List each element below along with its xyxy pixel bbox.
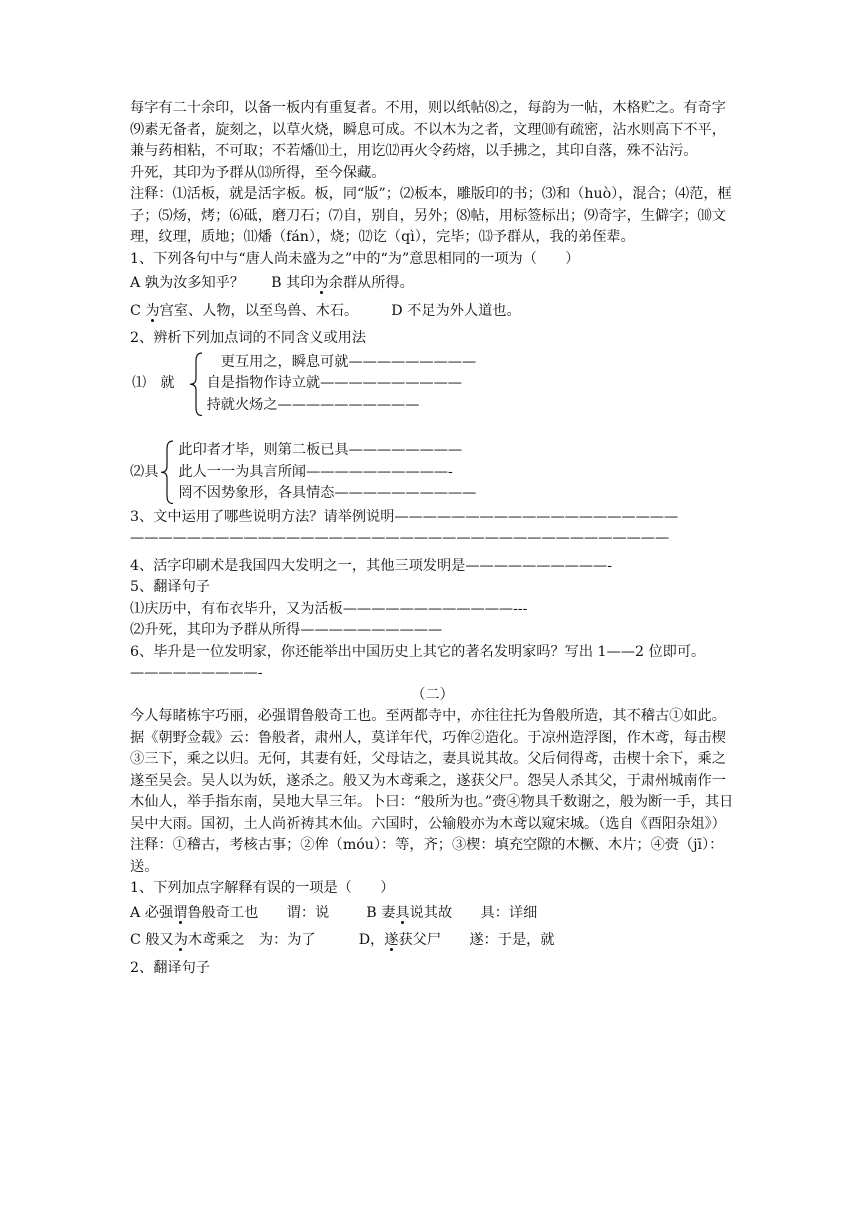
question-3-line-1: 3、文中运用了哪些说明方法？请举例说明———————————————————— bbox=[130, 508, 679, 525]
brace-icon bbox=[189, 352, 203, 417]
brace-icon bbox=[160, 440, 174, 505]
question-5-sentence-1: ⑴庆历中，有布衣毕升，又为活板————————————--- bbox=[130, 600, 528, 617]
question-2-group-2-label: ⑵具 bbox=[130, 463, 159, 480]
section-2-question-1-stem: 1、下列加点字解释有误的一项是（ ） bbox=[130, 880, 395, 896]
question-2-group-2-item: 此人一一为具言所闻——————————- bbox=[178, 463, 453, 480]
passage2-paragraph-2: 据《朝野佥载》云：鲁般者，肃州人，莫详年代，巧侔②造化。于凉州造浮图，作木鸢，每击楔③三下，乘之以归。无何，其妻有妊，父母诘之，妻具说其故。父后伺得鸢，击楔十余下，乘之遂至吴会。吴人以为妖，遂杀之。般又为木鸢乘之，遂获父尸。怨吴人杀其父，于肃州城南作一木仙人，举手指东南，吴地大旱三年。卜曰：“般所为也。”赍④物具千数谢之，般为断一手，其日吴中大雨。国初，土人尚祈祷其木仙。六国时，公输般亦为木鸢以窥宋城。（选自《酉阳杂俎》） bbox=[130, 729, 734, 832]
section-2-question-1-options-ab bbox=[130, 903, 735, 925]
section-2-question-1-option-c: C 般又为木鸢乘之 为：为了 bbox=[130, 932, 316, 948]
question-6-line-2: —————————- bbox=[130, 665, 263, 681]
question-4: 4、活字印刷术是我国四大发明之一，其他三项发明是——————————- bbox=[130, 557, 613, 574]
section-2-title: （二） bbox=[411, 686, 454, 703]
question-1-option-d: D 不足为外人道也。 bbox=[391, 302, 521, 319]
section-2-question-1-option-a: A 必强谓鲁般奇工也 谓：说 bbox=[130, 904, 330, 921]
question-2-group-1-label: ⑴ 就 bbox=[132, 375, 175, 391]
question-1-option-b: B 其印为余群从所得。 bbox=[271, 275, 414, 291]
dotted-char: 具 bbox=[395, 904, 410, 921]
question-2-group-2-item: 此印者才毕，则第二板已具———————— bbox=[178, 442, 463, 458]
passage2-paragraph-1: 今人每睹栋宇巧丽，必强谓鲁般奇工也。至两都寺中，亦往往托为鲁般所造，其不稽古①如此。 bbox=[130, 708, 726, 724]
question-3-line-2: —————————————————————————————————————— bbox=[130, 530, 670, 546]
question-2-group-1 bbox=[132, 352, 735, 417]
section-2-question-1-option-b: B 妻具说其故 具：详细 bbox=[366, 904, 538, 921]
section-2-question-1-options-cd bbox=[130, 930, 735, 952]
question-5-stem: 5、翻译句子 bbox=[130, 579, 210, 595]
question-2-group-1-item: 更互用之，瞬息可就————————— bbox=[206, 353, 477, 370]
question-2-stem: 2、辨析下列加点词的不同含义或用法 bbox=[130, 330, 367, 346]
question-1-options-cd bbox=[130, 301, 735, 323]
question-6-line-1: 6、毕升是一位发明家，你还能举出中国历史上其它的著名发明家吗？写出 1——2 位即可。 bbox=[130, 643, 706, 660]
question-1-stem: 1、下列各句中与“唐人尚未盛为之”中的“为”意思相同的一项为（ ） bbox=[130, 250, 580, 267]
dotted-char: 为 bbox=[314, 275, 329, 291]
question-1-option-a: A 孰为汝多知乎？ bbox=[130, 275, 245, 291]
passage1-paragraph-2: 升死，其印为予群从⒀所得，至今保藏。 bbox=[130, 164, 386, 181]
dotted-char: 为 bbox=[173, 932, 188, 948]
question-2-group-1-item: 自是指物作诗立就—————————— bbox=[206, 375, 462, 391]
question-2-group-1-item: 持就火炀之—————————— bbox=[206, 396, 420, 413]
question-1-options-ab bbox=[130, 273, 735, 295]
section-2-question-1-option-d: D，遂获父尸 遂：于是，就 bbox=[358, 932, 555, 948]
dotted-char: 谓 bbox=[173, 904, 188, 921]
document-page bbox=[130, 98, 735, 979]
passage1-paragraph-1: 每字有二十余印，以备一板内有重复者。不用，则以纸帖⑻之，每韵为一帖，木格贮之。有奇字⑼素无备者，旋刻之，以草火烧，瞬息可成。不以木为之者，文理⑽有疏密，沾水则高下不平，兼与药相粘，不可取；不若燔⑾土，用讫⑿再火令药熔，以手拂之，其印自落，殊不沾污。 bbox=[130, 100, 726, 159]
question-2-group-2-item: 罔不因势象形，各具情态—————————— bbox=[178, 485, 477, 501]
question-5-sentence-2: ⑵升死，其印为予群从所得—————————— bbox=[130, 622, 443, 638]
question-2-group-2 bbox=[130, 440, 735, 505]
question-1-option-c: C 为宫室、人物，以至鸟兽、木石。 bbox=[130, 302, 359, 319]
dotted-char: 为 bbox=[145, 302, 160, 319]
passage2-notes: 注释：①稽古，考核古事；②侔（móu）：等，齐；③楔：填充空隙的木橛、木片；④赍（jī）：送。 bbox=[130, 837, 724, 875]
dotted-char: 遂 bbox=[384, 932, 399, 948]
section-2-question-2-stem: 2、翻译句子 bbox=[130, 959, 210, 976]
passage1-notes: 注释：⑴活板，就是活字板。板，同“版”；⑵板本，雕版印的书；⑶和（huò），混合；⑷范，框子；⑸炀，烤；⑹砥，磨刀石；⑺自，别自，另外；⑻帖，用标签标出；⑼奇字，生僻字；⑽文理，纹理，质地；⑾燔（fán），烧；⑿讫（qì），完毕；⒀予群从，我的弟侄辈。 bbox=[130, 186, 732, 245]
